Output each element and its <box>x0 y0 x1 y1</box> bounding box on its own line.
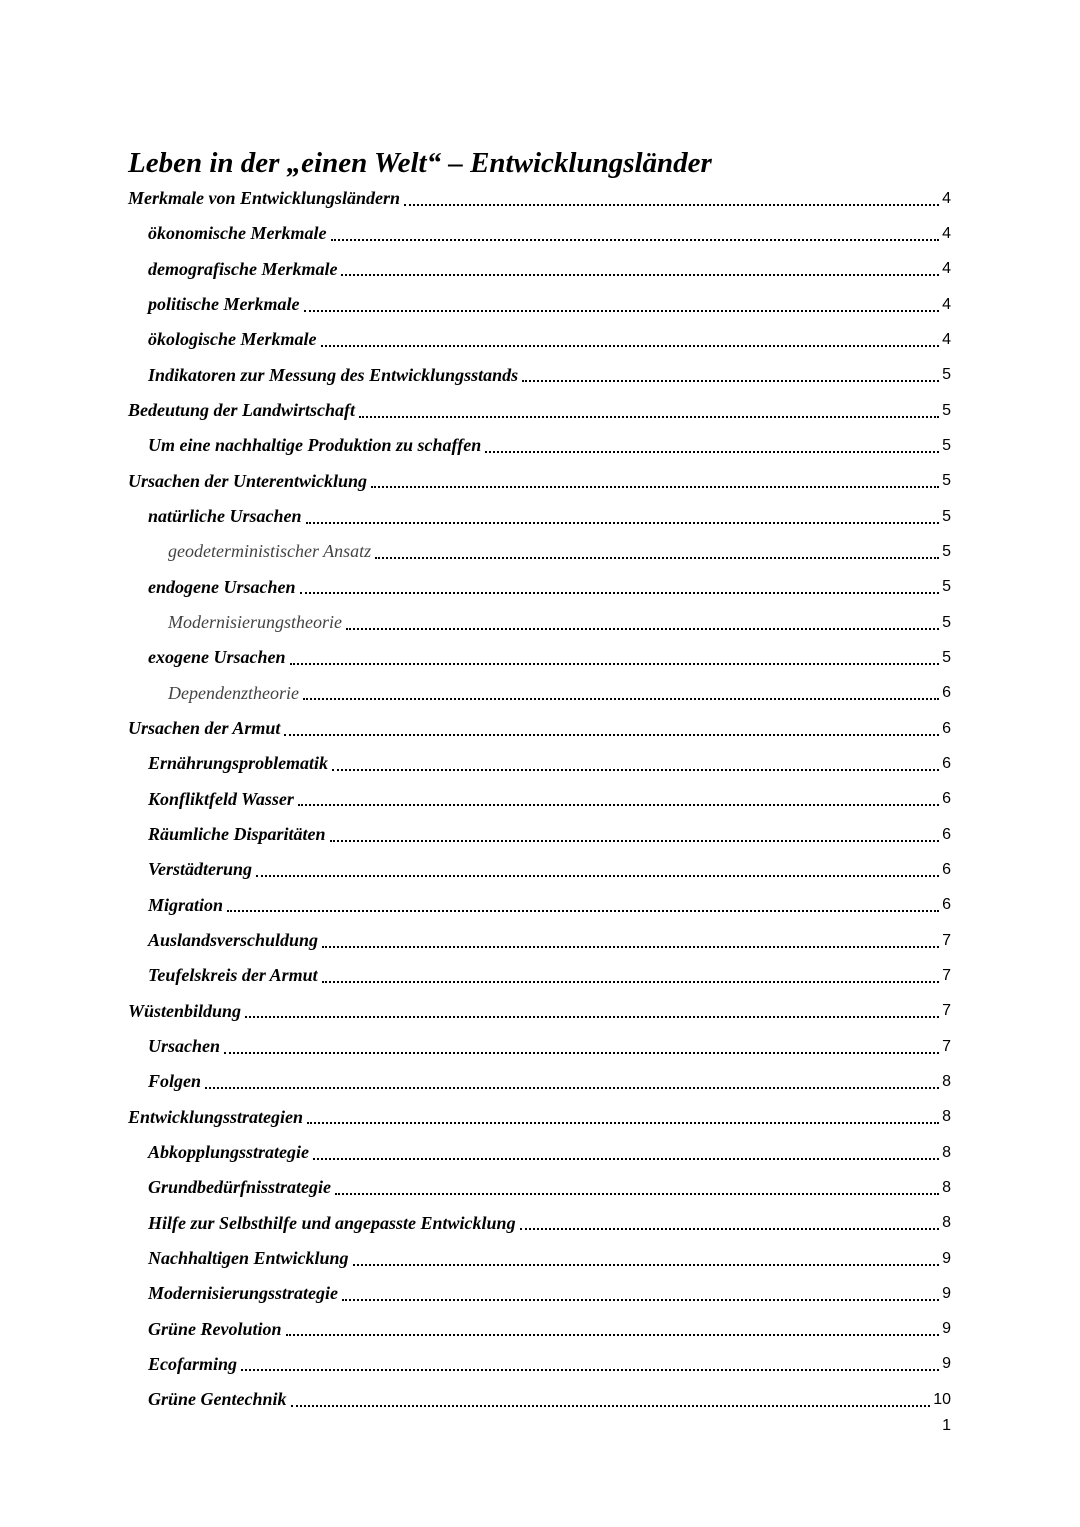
toc-entry-label: ökologische Merkmale <box>148 329 317 350</box>
toc-entry-page: 9 <box>942 1249 951 1267</box>
dot-leader <box>245 1016 939 1018</box>
toc-entry[interactable] <box>0 393 1080 428</box>
page-number: 1 <box>942 1417 951 1434</box>
toc-entry[interactable] <box>0 252 1080 287</box>
toc-entry[interactable] <box>0 534 1080 569</box>
dot-leader <box>331 239 940 241</box>
dot-leader <box>341 274 939 276</box>
toc-entry-page: 8 <box>942 1214 951 1232</box>
dot-leader <box>286 1334 940 1336</box>
toc-entry[interactable] <box>0 605 1080 640</box>
toc-entry[interactable] <box>0 1347 1080 1382</box>
dot-leader <box>332 769 939 771</box>
toc-entry[interactable] <box>0 746 1080 781</box>
toc-entry-label: Ursachen der Armut <box>128 718 281 739</box>
toc-entry-label: geodeterministischer Ansatz <box>168 541 372 562</box>
toc-entry[interactable] <box>0 782 1080 817</box>
toc-entry-page: 4 <box>942 189 951 207</box>
toc-entry[interactable] <box>0 676 1080 711</box>
dot-leader <box>227 910 939 912</box>
toc-entry[interactable] <box>0 1135 1080 1170</box>
toc-entry[interactable] <box>0 1382 1080 1417</box>
dot-leader <box>291 1405 931 1407</box>
toc-entry[interactable] <box>0 817 1080 852</box>
toc-entry[interactable] <box>0 958 1080 993</box>
dot-leader <box>303 698 939 700</box>
toc-entry[interactable] <box>0 322 1080 357</box>
toc-entry-page: 7 <box>942 1037 951 1055</box>
dot-leader <box>522 380 939 382</box>
toc-entry[interactable] <box>0 287 1080 322</box>
dot-leader <box>321 345 940 347</box>
toc-entry-label: Räumliche Disparitäten <box>148 824 326 845</box>
dot-leader <box>375 557 939 559</box>
toc-entry-label: Ernährungsproblematik <box>148 753 329 774</box>
toc-entry[interactable] <box>0 570 1080 605</box>
toc-entry[interactable] <box>0 358 1080 393</box>
toc-entry-page: 5 <box>942 648 951 666</box>
toc-entry[interactable] <box>0 1029 1080 1064</box>
toc-entry[interactable] <box>0 428 1080 463</box>
toc-entry-label: politische Merkmale <box>148 294 300 315</box>
toc-entry-page: 5 <box>942 366 951 384</box>
table-of-contents <box>0 181 1080 1417</box>
dot-leader <box>284 734 939 736</box>
toc-entry[interactable] <box>0 499 1080 534</box>
toc-entry-page: 9 <box>942 1320 951 1338</box>
dot-leader <box>485 451 939 453</box>
toc-entry-page: 5 <box>942 507 951 525</box>
toc-entry[interactable] <box>0 994 1080 1029</box>
toc-entry[interactable] <box>0 1312 1080 1347</box>
toc-entry-label: Bedeutung der Landwirtschaft <box>128 400 356 421</box>
toc-entry[interactable] <box>0 1100 1080 1135</box>
toc-entry-label: Ursachen der Unterentwicklung <box>128 470 368 491</box>
dot-leader <box>330 840 940 842</box>
page-title: Leben in der „einen Welt“ – Entwicklungsländer <box>128 147 712 179</box>
toc-entry-page: 6 <box>942 684 951 702</box>
toc-entry[interactable] <box>0 711 1080 746</box>
toc-entry-label: Merkmale von Entwicklungsländern <box>128 188 401 209</box>
toc-entry[interactable] <box>0 923 1080 958</box>
dot-leader <box>224 1052 939 1054</box>
toc-entry-label: Auslandsverschuldung <box>148 930 319 951</box>
toc-entry-label: Ecofarming <box>148 1353 238 1374</box>
dot-leader <box>205 1087 939 1089</box>
toc-entry-page: 5 <box>942 613 951 631</box>
toc-entry-page: 8 <box>942 1178 951 1196</box>
toc-entry-page: 4 <box>942 295 951 313</box>
dot-leader <box>322 946 939 948</box>
dot-leader <box>353 1264 940 1266</box>
dot-leader <box>307 1122 939 1124</box>
toc-entry-page: 8 <box>942 1072 951 1090</box>
toc-entry-page: 5 <box>942 542 951 560</box>
toc-entry-page: 6 <box>942 754 951 772</box>
toc-entry-label: demografische Merkmale <box>148 258 338 279</box>
dot-leader <box>300 592 940 594</box>
dot-leader <box>371 486 939 488</box>
dot-leader <box>306 522 940 524</box>
toc-entry-label: ökonomische Merkmale <box>148 223 327 244</box>
toc-entry-page: 6 <box>942 896 951 914</box>
toc-entry-page: 4 <box>942 224 951 242</box>
toc-entry-label: Modernisierungsstrategie <box>148 1283 339 1304</box>
toc-entry-label: natürliche Ursachen <box>148 506 302 527</box>
dot-leader <box>359 416 939 418</box>
toc-entry-label: Modernisierungstheorie <box>168 612 342 633</box>
toc-entry-label: Entwicklungsstrategien <box>128 1106 304 1127</box>
toc-entry-page: 7 <box>942 966 951 984</box>
toc-entry-page: 9 <box>942 1284 951 1302</box>
toc-entry[interactable] <box>0 1241 1080 1276</box>
toc-entry-page: 5 <box>942 401 951 419</box>
toc-entry[interactable] <box>0 1170 1080 1205</box>
dot-leader <box>342 1299 939 1301</box>
toc-entry-label: Wüstenbildung <box>128 1000 242 1021</box>
toc-entry-page: 8 <box>942 1143 951 1161</box>
toc-entry-page: 9 <box>942 1355 951 1373</box>
toc-entry-label: Migration <box>148 894 224 915</box>
toc-entry-label: Dependenztheorie <box>168 682 299 703</box>
toc-entry-label: Hilfe zur Selbsthilfe und angepasste Entwicklung <box>148 1212 516 1233</box>
toc-entry-label: Konfliktfeld Wasser <box>148 788 294 809</box>
toc-entry-label: Grüne Revolution <box>148 1318 282 1339</box>
toc-entry-label: Nachhaltigen Entwicklung <box>148 1248 349 1268</box>
toc-entry-label: endogene Ursachen <box>148 576 296 597</box>
toc-entry-page: 5 <box>942 578 951 596</box>
toc-entry-page: 5 <box>942 436 951 454</box>
dot-leader <box>322 981 939 983</box>
toc-entry-page: 6 <box>942 860 951 878</box>
toc-entry-page: 6 <box>942 790 951 808</box>
toc-entry-page: 6 <box>942 719 951 737</box>
toc-entry-page: 4 <box>942 330 951 348</box>
toc-entry-page: 5 <box>942 472 951 490</box>
dot-leader <box>313 1158 939 1160</box>
toc-entry-page: 10 <box>933 1390 951 1408</box>
toc-entry-page: 4 <box>942 260 951 278</box>
toc-entry-label: Um eine nachhaltige Produktion zu schaffen <box>148 435 482 456</box>
toc-entry-label: Abkopplungsstrategie <box>148 1142 310 1163</box>
toc-entry[interactable] <box>0 1206 1080 1241</box>
toc-entry[interactable] <box>0 216 1080 251</box>
dot-leader <box>304 310 940 312</box>
dot-leader <box>404 204 939 206</box>
dot-leader <box>241 1369 939 1371</box>
dot-leader <box>335 1193 939 1195</box>
toc-entry-label: Grundbedürfnisstrategie <box>148 1177 332 1198</box>
toc-entry-label: Ursachen <box>148 1036 221 1057</box>
dot-leader <box>256 875 939 877</box>
toc-entry-page: 7 <box>942 1002 951 1020</box>
toc-entry-label: Grüne Gentechnik <box>148 1389 287 1410</box>
toc-entry[interactable] <box>0 852 1080 887</box>
toc-entry-label: Teufelskreis der Armut <box>148 965 318 986</box>
dot-leader <box>520 1228 940 1230</box>
toc-entry-label: Verstädterung <box>148 859 253 880</box>
dot-leader <box>298 804 939 806</box>
toc-entry[interactable] <box>0 1276 1080 1311</box>
toc-entry[interactable] <box>0 464 1080 499</box>
toc-entry[interactable] <box>0 888 1080 923</box>
dot-leader <box>346 628 939 630</box>
toc-entry-label: Indikatoren zur Messung des Entwicklungsstands <box>148 364 519 385</box>
toc-entry-page: 7 <box>942 931 951 949</box>
dot-leader <box>290 663 940 665</box>
toc-entry[interactable] <box>0 640 1080 675</box>
toc-entry-label: exogene Ursachen <box>148 647 286 668</box>
toc-entry-label: Folgen <box>148 1071 202 1092</box>
toc-entry[interactable] <box>0 1064 1080 1099</box>
toc-entry-page: 8 <box>942 1108 951 1126</box>
toc-entry[interactable] <box>0 181 1080 216</box>
toc-entry-page: 6 <box>942 825 951 843</box>
